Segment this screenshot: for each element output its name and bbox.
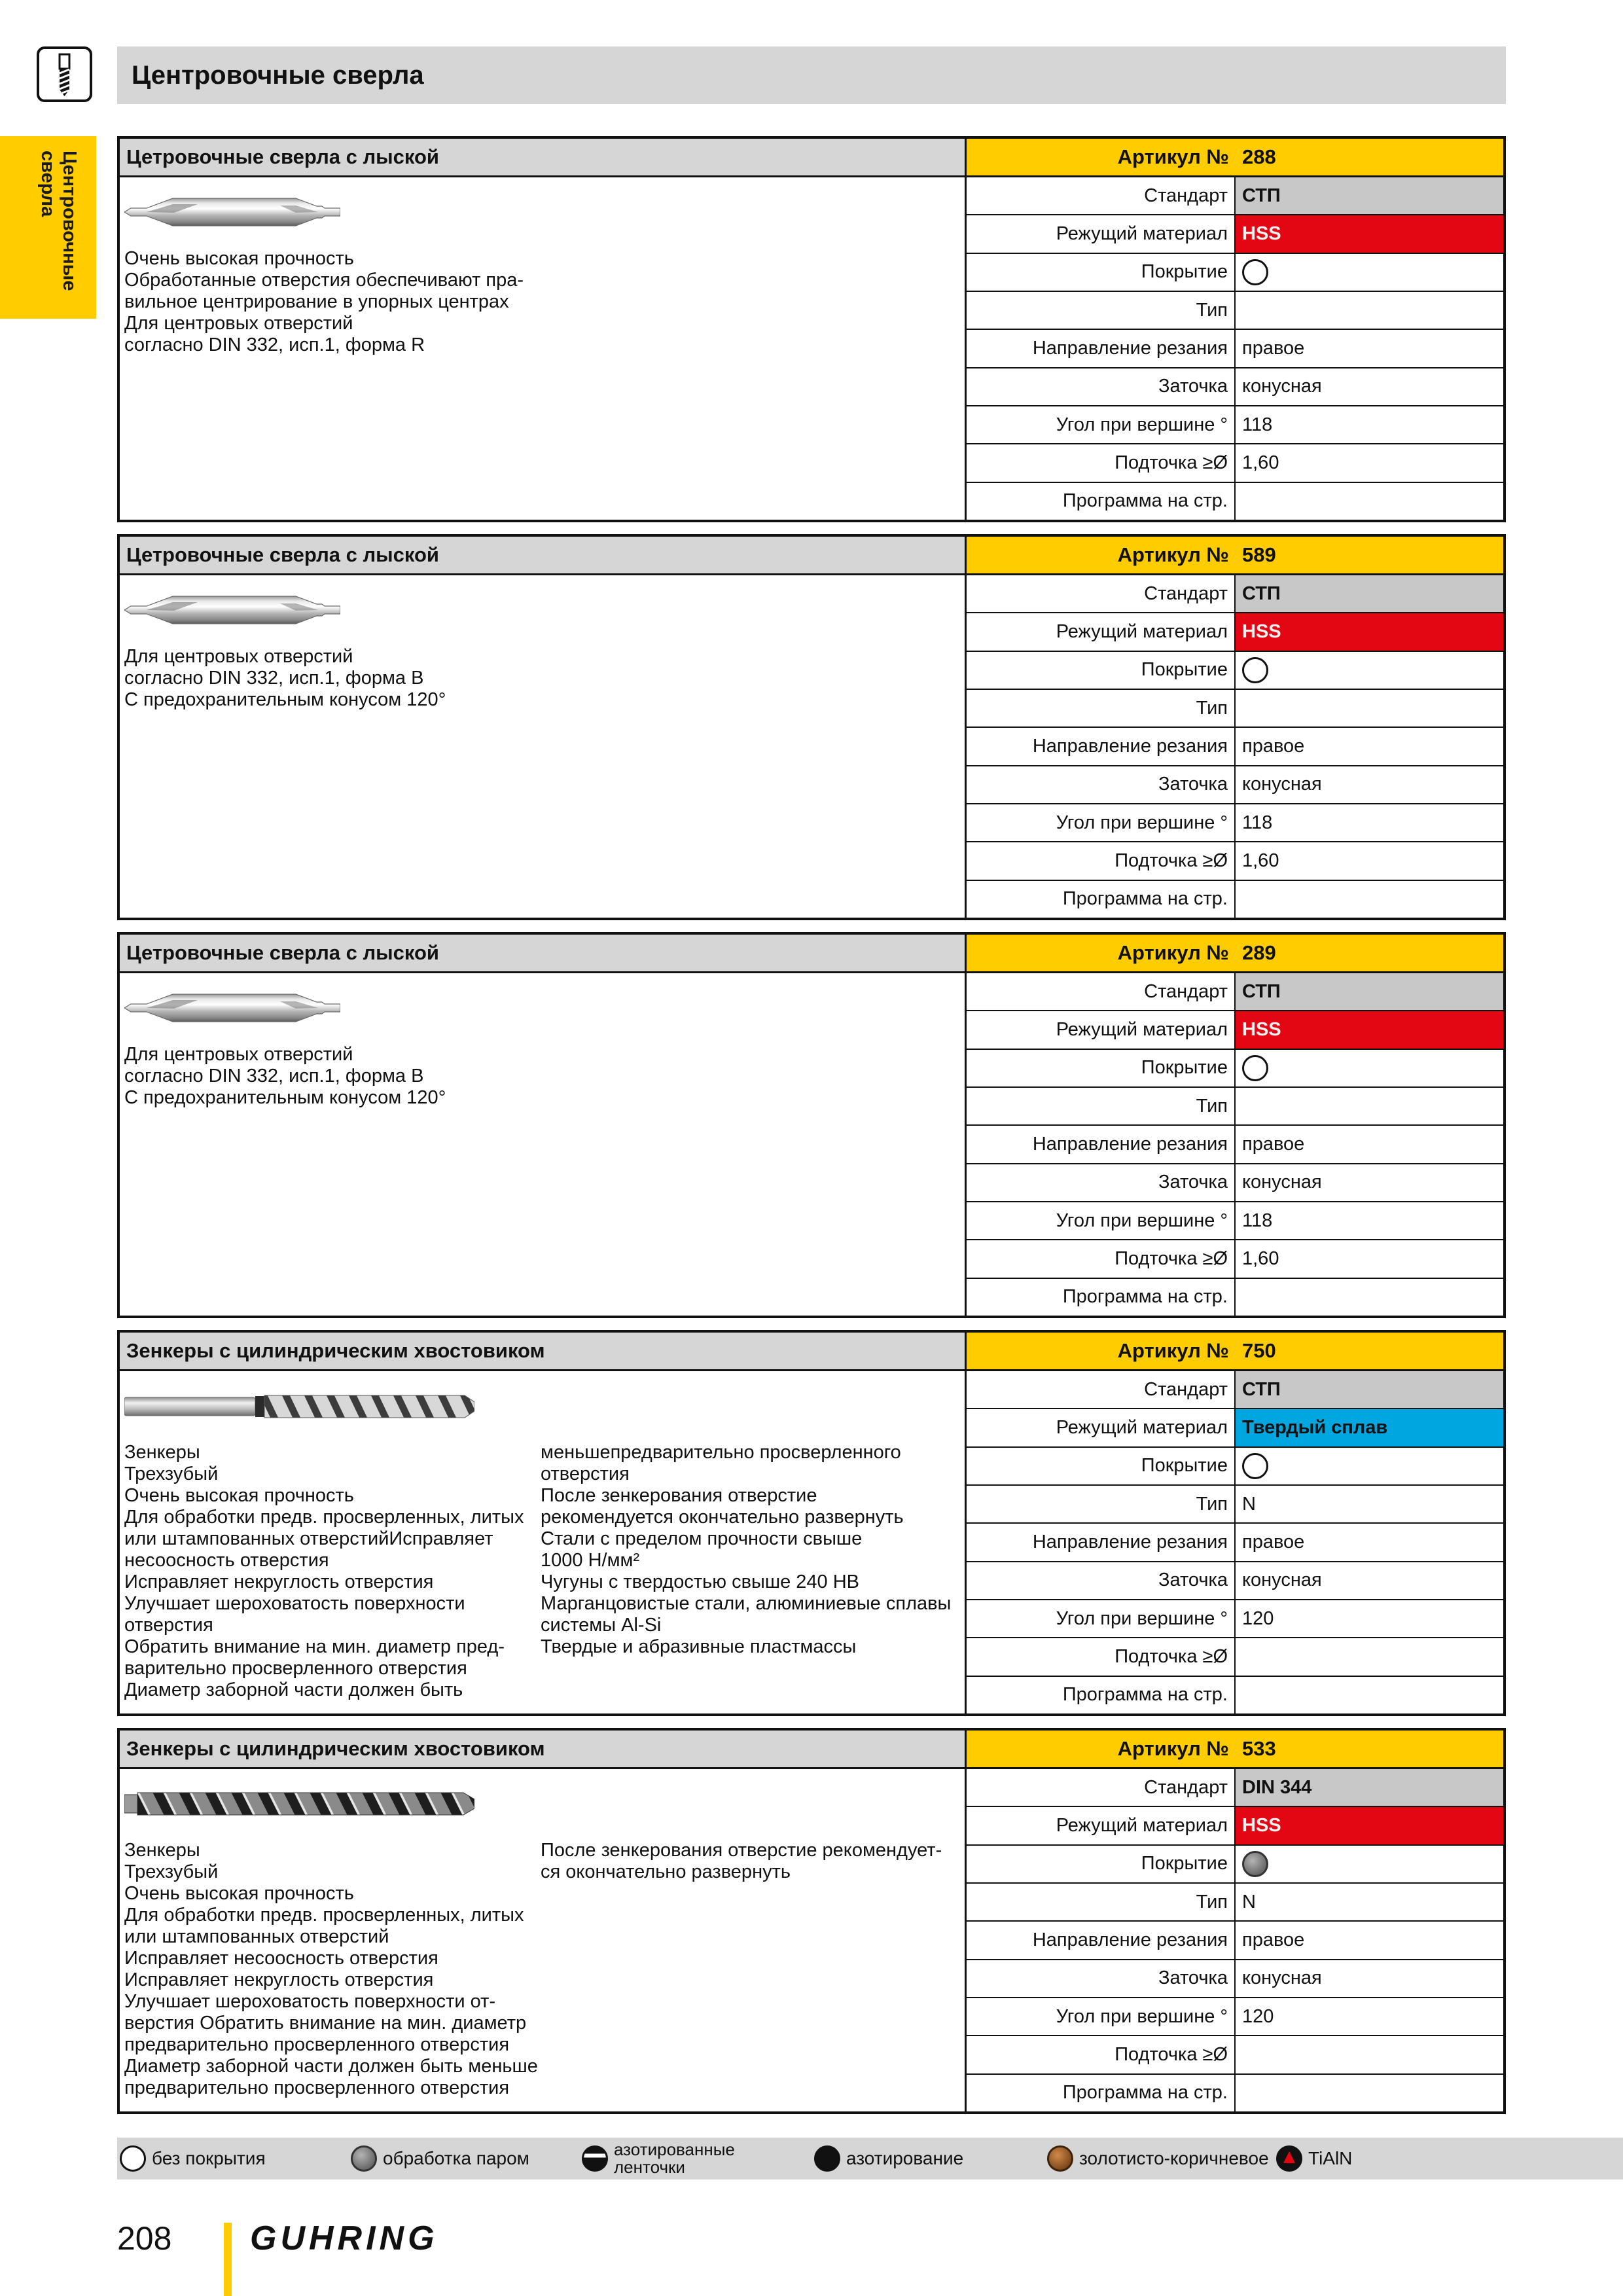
spec-row — [967, 690, 1503, 728]
spec-table — [967, 1769, 1503, 2111]
product-header — [120, 537, 1503, 575]
spec-row — [967, 483, 1503, 520]
spec-label: Стандарт — [967, 973, 1236, 1010]
article-number[interactable]: 288 — [1242, 145, 1276, 168]
description-line: Исправляет некруглость отверстия — [124, 1571, 434, 1592]
counterbore-carbide-drawing — [124, 1391, 474, 1422]
spec-value: правое — [1242, 735, 1305, 757]
spec-row — [967, 1846, 1503, 1884]
description-line: Зенкеры — [124, 1442, 200, 1463]
spec-value — [1236, 1050, 1503, 1086]
spec-label: Подточка ≥Ø — [967, 2036, 1236, 2073]
counterbore-carbide-image — [124, 1391, 474, 1422]
spec-value — [1236, 1846, 1503, 1882]
spec-label: Тип — [967, 1884, 1236, 1920]
spec-label: Тип — [967, 1088, 1236, 1124]
spec-value: СТП — [1236, 575, 1503, 612]
spec-value: конусная — [1242, 376, 1322, 397]
spec-row — [967, 1088, 1503, 1126]
spec-value: HSS — [1236, 215, 1503, 252]
spec-value — [1236, 1448, 1503, 1484]
legend-label-line: ленточки — [614, 2157, 685, 2177]
article-label: Артикул № — [1117, 543, 1229, 566]
spec-row — [967, 1448, 1503, 1486]
footer-divider — [224, 2223, 232, 2296]
spec-row — [967, 406, 1503, 444]
spec-value: конусная — [1242, 1967, 1322, 1989]
spec-row — [967, 1600, 1503, 1638]
description-line: Очень высокая прочность — [124, 248, 354, 269]
spec-label: Стандарт — [967, 575, 1236, 612]
spec-row — [967, 1677, 1503, 1713]
description-line: Марганцовистые стали, алюминиевые сплавы — [541, 1593, 952, 1614]
spec-label: Заточка — [967, 1164, 1236, 1201]
spec-value: правое — [1242, 1531, 1305, 1552]
spec-label: Направление резания — [967, 330, 1236, 367]
description-line: Для обработки предв. просверленных, литых — [124, 1905, 524, 1926]
spec-row — [967, 2075, 1503, 2111]
spec-row — [967, 1562, 1503, 1600]
article-number[interactable]: 533 — [1242, 1737, 1276, 1760]
spec-label: Подточка ≥Ø — [967, 842, 1236, 879]
description-line: Для центровых отверстий — [124, 646, 353, 667]
legend-label: без покрытия — [152, 2148, 266, 2168]
spec-value — [1236, 690, 1503, 726]
spec-label: Режущий материал — [967, 1409, 1236, 1446]
spec-row — [967, 575, 1503, 613]
tialn-icon — [1276, 2145, 1302, 2172]
spec-label: Угол при вершине ° — [967, 1202, 1236, 1239]
article-number[interactable]: 589 — [1242, 543, 1276, 566]
article-header — [967, 1731, 1503, 1767]
article-label: Артикул № — [1117, 1339, 1229, 1362]
spec-row — [967, 2036, 1503, 2074]
description-line: Исправляет несоосность отверстия — [124, 1948, 438, 1969]
spec-row — [967, 973, 1503, 1011]
uncoated-icon — [120, 2145, 146, 2172]
spec-row — [967, 330, 1503, 368]
spec-label: Угол при вершине ° — [967, 1600, 1236, 1637]
spec-label: Режущий материал — [967, 1011, 1236, 1048]
article-label: Артикул № — [1117, 145, 1229, 168]
description-line: предварительно просверленного отверстия — [124, 2077, 510, 2098]
description-column — [124, 1840, 538, 2099]
spec-value — [1236, 1677, 1503, 1713]
spec-value: правое — [1242, 1929, 1305, 1950]
spec-row — [967, 728, 1503, 766]
spec-value: N — [1242, 1493, 1256, 1515]
description-line: вильное центрирование в упорных центрах — [124, 291, 509, 312]
description-line: Для центровых отверстий — [124, 313, 353, 334]
description-line: Зенкеры — [124, 1840, 200, 1861]
product-list — [117, 136, 1506, 2126]
spec-label: Подточка ≥Ø — [967, 1240, 1236, 1277]
product-description-panel — [120, 575, 967, 918]
spec-row — [967, 444, 1503, 482]
spec-row — [967, 1486, 1503, 1524]
counterbore-hss-image — [124, 1788, 474, 1820]
uncoated-icon — [1242, 1055, 1268, 1081]
spec-label: Программа на стр. — [967, 881, 1236, 918]
description-line: меньшепредварительно просверленного — [541, 1442, 901, 1463]
product-header — [120, 139, 1503, 177]
spec-row — [967, 1998, 1503, 2036]
product-title: Зенкеры с цилиндрическим хвостовиком — [120, 1731, 967, 1767]
product-title: Цетровочные сверла с лыской — [120, 935, 967, 971]
spec-label: Покрытие — [967, 652, 1236, 689]
spec-value: конусная — [1242, 1172, 1322, 1193]
spec-label: Программа на стр. — [967, 483, 1236, 520]
spec-row — [967, 177, 1503, 215]
description-line: согласно DIN 332, исп.1, форма R — [124, 334, 425, 355]
description-line: Твердые и абразивные пластмассы — [541, 1636, 857, 1657]
spec-label: Направление резания — [967, 728, 1236, 764]
spec-value: 120 — [1242, 2005, 1274, 2027]
spec-row — [967, 1011, 1503, 1049]
spec-value — [1236, 1638, 1503, 1675]
spec-label: Режущий материал — [967, 1807, 1236, 1844]
spec-row — [967, 804, 1503, 842]
spec-label: Стандарт — [967, 177, 1236, 214]
brand-logo: GUHRING — [250, 2219, 438, 2257]
centering-drill-drawing — [124, 190, 340, 234]
description-line: После зенкерования отверстие рекомендует- — [541, 1840, 942, 1861]
nitrided-lands-icon — [582, 2145, 608, 2172]
spec-label: Угол при вершине ° — [967, 406, 1236, 443]
spec-label: Покрытие — [967, 1846, 1236, 1882]
legend-label — [614, 2141, 735, 2176]
spec-label: Режущий материал — [967, 613, 1236, 650]
page-title: Центровочные сверла — [132, 61, 424, 90]
spec-value: 118 — [1242, 812, 1273, 833]
spec-value: 1,60 — [1242, 452, 1279, 473]
product-description-panel — [120, 973, 967, 1316]
description-line: согласно DIN 332, исп.1, форма B — [124, 668, 424, 689]
spec-label: Тип — [967, 292, 1236, 329]
description-line: Очень высокая прочность — [124, 1883, 354, 1904]
legend-item-nitrided — [814, 2138, 963, 2179]
uncoated-icon — [1242, 1453, 1268, 1479]
article-header — [967, 935, 1503, 971]
spec-label: Заточка — [967, 1562, 1236, 1599]
spec-row — [967, 368, 1503, 406]
description-column — [541, 1442, 951, 1658]
spec-row — [967, 613, 1503, 651]
description-line: 1000 Н/мм² — [541, 1550, 640, 1571]
legend-item-steam-treated — [351, 2138, 529, 2179]
legend-item-uncoated — [120, 2138, 266, 2179]
description-line: С предохранительным конусом 120° — [124, 689, 446, 710]
centering-drill-image — [124, 190, 340, 234]
spec-row — [967, 842, 1503, 880]
spec-value: СТП — [1236, 1371, 1503, 1408]
spec-row — [967, 766, 1503, 804]
description-line: Диаметр заборной части должен быть — [124, 1679, 463, 1700]
product-body — [120, 177, 1503, 520]
spec-label: Угол при вершине ° — [967, 804, 1236, 841]
description-line: Трехзубый — [124, 1861, 219, 1882]
description-line: Улучшает шероховатость поверхности от- — [124, 1991, 496, 2012]
spec-table — [967, 973, 1503, 1316]
product-header — [120, 1333, 1503, 1371]
spec-label: Покрытие — [967, 254, 1236, 291]
section-tab-line: сверла — [37, 151, 58, 217]
spec-row — [967, 292, 1503, 330]
uncoated-icon — [1242, 657, 1268, 683]
product-header — [120, 935, 1503, 973]
section-tab[interactable] — [0, 136, 96, 319]
legend-item-gold-brown — [1047, 2138, 1269, 2179]
centering-drill-drawing — [124, 986, 340, 1030]
spec-row — [967, 1164, 1503, 1202]
spec-value — [1236, 1088, 1503, 1124]
legend-label: азотирование — [846, 2148, 964, 2168]
spec-row — [967, 1126, 1503, 1164]
spec-row — [967, 1524, 1503, 1562]
spec-label: Подточка ≥Ø — [967, 444, 1236, 481]
spec-value: СТП — [1236, 973, 1503, 1010]
description-line: Трехзубый — [124, 1463, 219, 1484]
article-label: Артикул № — [1117, 1737, 1229, 1760]
spec-value — [1236, 652, 1503, 689]
product-block — [117, 932, 1506, 1318]
spec-label: Направление резания — [967, 1126, 1236, 1162]
spec-value: 1,60 — [1242, 1247, 1279, 1269]
section-tab-line: Центровочные — [59, 151, 80, 291]
spec-value: правое — [1242, 1133, 1305, 1155]
centering-drill-image — [124, 588, 340, 632]
spec-label: Заточка — [967, 1960, 1236, 1997]
spec-value: 1,60 — [1242, 850, 1279, 871]
spec-label: Направление резания — [967, 1922, 1236, 1958]
description-line: Для обработки предв. просверленных, литых — [124, 1507, 524, 1528]
description-line: Обработанные отверстия обеспечивают пра- — [124, 270, 524, 291]
article-header — [967, 1333, 1503, 1369]
uncoated-icon — [1242, 259, 1268, 285]
spec-row — [967, 1884, 1503, 1922]
spec-value: правое — [1242, 337, 1305, 359]
description-column — [124, 1044, 446, 1109]
product-description-panel — [120, 1371, 967, 1713]
legend-label: TiAlN — [1308, 2148, 1353, 2168]
steam-treated-icon — [351, 2145, 377, 2172]
spec-row — [967, 881, 1503, 918]
spec-value: DIN 344 — [1236, 1769, 1503, 1806]
description-line: Очень высокая прочность — [124, 1485, 354, 1506]
article-number[interactable]: 750 — [1242, 1339, 1276, 1362]
description-line: системы Al-Si — [541, 1615, 662, 1636]
product-description-panel — [120, 177, 967, 520]
article-label: Артикул № — [1117, 941, 1229, 964]
spec-value: 118 — [1242, 1210, 1273, 1231]
product-body — [120, 973, 1503, 1316]
spec-row — [967, 1240, 1503, 1278]
spec-label: Тип — [967, 1486, 1236, 1522]
description-line: Диаметр заборной части должен быть меньше — [124, 2056, 538, 2077]
spec-value — [1236, 881, 1503, 918]
description-line: варительно просверленного отверстия — [124, 1658, 467, 1679]
nitrided-icon — [814, 2145, 840, 2172]
spec-row — [967, 1922, 1503, 1960]
spec-row — [967, 1050, 1503, 1088]
description-line: верстия Обратить внимание на мин. диаметр — [124, 2013, 527, 2034]
article-number[interactable]: 289 — [1242, 941, 1276, 964]
description-line: несоосность отверстия — [124, 1550, 329, 1571]
spec-value: 120 — [1242, 1607, 1274, 1629]
description-column — [124, 1442, 524, 1701]
spec-label: Угол при вершине ° — [967, 1998, 1236, 2035]
article-header — [967, 537, 1503, 573]
centering-drill-drawing — [124, 588, 340, 632]
spec-value: N — [1242, 1891, 1256, 1912]
spec-value — [1236, 2036, 1503, 2073]
spec-row — [967, 1409, 1503, 1447]
spec-label: Тип — [967, 690, 1236, 726]
spec-row — [967, 1371, 1503, 1409]
spec-row — [967, 254, 1503, 292]
spec-value — [1236, 254, 1503, 291]
spec-label: Подточка ≥Ø — [967, 1638, 1236, 1675]
page-header — [117, 46, 1506, 104]
description-line: С предохранительным конусом 120° — [124, 1087, 446, 1108]
spec-value: 118 — [1242, 414, 1273, 435]
spec-table — [967, 177, 1503, 520]
spec-label: Программа на стр. — [967, 1279, 1236, 1316]
product-title: Цетровочные сверла с лыской — [120, 139, 967, 175]
centering-drill-image — [124, 986, 340, 1030]
legend-label: золотисто-коричневое — [1079, 2148, 1269, 2168]
legend-item-nitrided-lands — [582, 2138, 735, 2179]
spec-label: Программа на стр. — [967, 1677, 1236, 1713]
coating-legend — [117, 2138, 1623, 2179]
spec-table — [967, 575, 1503, 918]
page-number: 208 — [117, 2220, 172, 2257]
description-line: предварительно просверленного отверстия — [124, 2034, 510, 2055]
steam-treated-icon — [1242, 1851, 1268, 1877]
legend-item-tialn — [1276, 2138, 1352, 2179]
description-line: Чугуны с твердостью свыше 240 HB — [541, 1571, 860, 1592]
spec-label: Стандарт — [967, 1371, 1236, 1408]
product-body — [120, 1371, 1503, 1713]
gold-brown-icon — [1047, 2145, 1073, 2172]
spec-value: HSS — [1236, 1011, 1503, 1048]
product-block — [117, 1330, 1506, 1716]
spec-label: Заточка — [967, 368, 1236, 405]
spec-value — [1236, 292, 1503, 329]
spec-value: HSS — [1236, 1807, 1503, 1844]
description-line: или штампованных отверстий — [124, 1926, 389, 1947]
spec-value: конусная — [1242, 774, 1322, 795]
product-header — [120, 1731, 1503, 1769]
spec-row — [967, 1202, 1503, 1240]
product-block — [117, 534, 1506, 920]
description-line: Обратить внимание на мин. диаметр пред- — [124, 1636, 505, 1657]
description-line: рекомендуется окончательно развернуть — [541, 1507, 904, 1528]
spec-value: HSS — [1236, 613, 1503, 650]
description-line: Исправляет некруглость отверстия — [124, 1969, 434, 1990]
description-line: отверстия — [124, 1615, 213, 1636]
spec-row — [967, 1279, 1503, 1316]
spec-label: Покрытие — [967, 1050, 1236, 1086]
description-line: ся окончательно развернуть — [541, 1861, 791, 1882]
spec-label: Направление резания — [967, 1524, 1236, 1560]
spec-table — [967, 1371, 1503, 1713]
drill-icon — [37, 46, 92, 102]
product-block — [117, 1728, 1506, 2114]
description-column — [541, 1840, 942, 1883]
description-line: согласно DIN 332, исп.1, форма B — [124, 1066, 424, 1086]
spec-label: Режущий материал — [967, 215, 1236, 252]
spec-label: Стандарт — [967, 1769, 1236, 1806]
description-line: Стали с пределом прочности свыше — [541, 1528, 863, 1549]
description-line: Для центровых отверстий — [124, 1044, 353, 1065]
product-body — [120, 575, 1503, 918]
product-body — [120, 1769, 1503, 2111]
spec-row — [967, 1638, 1503, 1676]
spec-row — [967, 215, 1503, 253]
description-column — [124, 248, 524, 356]
spec-row — [967, 1769, 1503, 1807]
spec-label: Заточка — [967, 766, 1236, 803]
description-line: или штампованных отверстийИсправляет — [124, 1528, 493, 1549]
counterbore-hss-drawing — [124, 1788, 474, 1820]
description-line: Улучшает шероховатость поверхности — [124, 1593, 465, 1614]
spec-label: Программа на стр. — [967, 2075, 1236, 2111]
spec-value — [1236, 483, 1503, 520]
product-block — [117, 136, 1506, 522]
description-line: отверстия — [541, 1463, 630, 1484]
description-line: После зенкерования отверстие — [541, 1485, 817, 1506]
spec-value: Твердый сплав — [1236, 1409, 1503, 1446]
spec-row — [967, 1960, 1503, 1998]
spec-value — [1236, 1279, 1503, 1316]
legend-label-line: азотированные — [614, 2140, 735, 2159]
section-tab-label — [37, 151, 80, 291]
description-column — [124, 646, 446, 711]
article-header — [967, 139, 1503, 175]
product-description-panel — [120, 1769, 967, 2111]
spec-value: СТП — [1236, 177, 1503, 214]
product-title: Цетровочные сверла с лыской — [120, 537, 967, 573]
spec-row — [967, 652, 1503, 690]
spec-value: конусная — [1242, 1570, 1322, 1591]
spec-label: Покрытие — [967, 1448, 1236, 1484]
legend-label: обработка паром — [383, 2148, 529, 2168]
spec-row — [967, 1807, 1503, 1845]
product-title: Зенкеры с цилиндрическим хвостовиком — [120, 1333, 967, 1369]
spec-value — [1236, 2075, 1503, 2111]
